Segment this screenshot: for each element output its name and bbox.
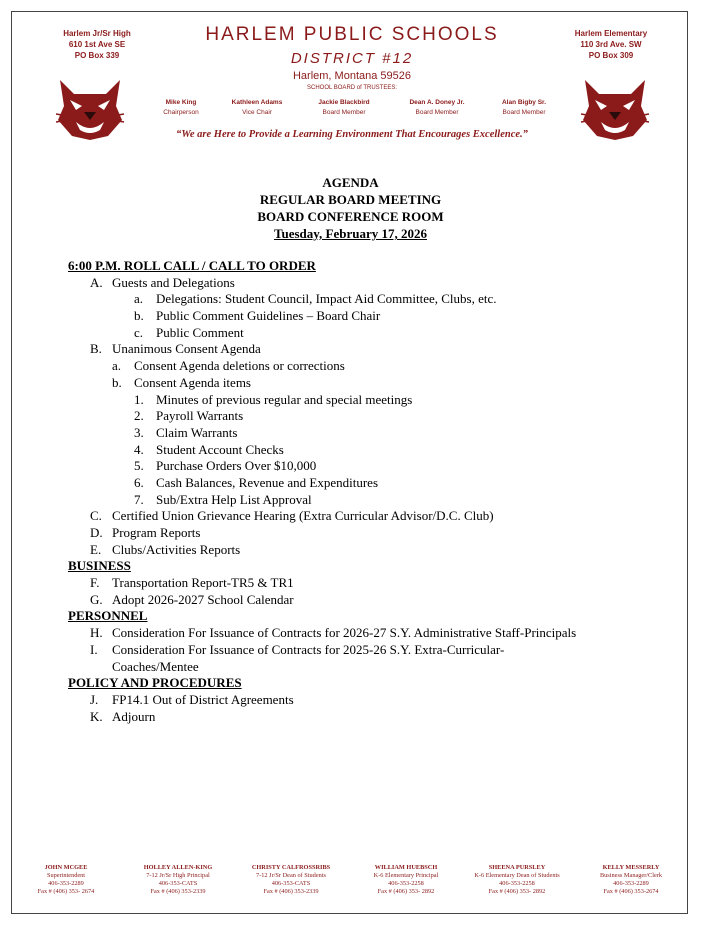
- staff-fax: Fax # (406) 353- 2892: [377, 888, 435, 895]
- staff-fax: Fax # (406) 353-2674: [603, 888, 659, 895]
- staff-title: K-6 Elementary Principal: [373, 872, 439, 879]
- agenda-item: [68, 592, 678, 609]
- item-text: Adjourn: [112, 708, 156, 724]
- district-city: Harlem, Montana 59526: [292, 70, 411, 82]
- right-school-address: [556, 28, 666, 61]
- staff-phone: 406-353-CATS: [271, 880, 311, 887]
- item-text: Transportation Report-TR5 & TR1: [112, 575, 294, 591]
- item-text: Adopt 2026-2027 School Calendar: [112, 591, 294, 607]
- item-text: Cash Balances, Revenue and Expenditures: [156, 474, 379, 490]
- item-text: Guests and Delegations: [112, 274, 235, 290]
- agenda-item: [68, 475, 678, 492]
- section-title: PERSONNEL: [68, 608, 148, 624]
- section-business: [68, 558, 678, 575]
- agenda-item: [68, 325, 678, 342]
- staff-contact: [457, 864, 577, 896]
- wildcat-logo-right: [579, 76, 651, 142]
- item-text: Public Comment Guidelines – Board Chair: [156, 308, 381, 324]
- item-text: Claim Warrants: [156, 424, 238, 440]
- trustee-role: Chairperson: [163, 109, 199, 116]
- agenda-item: [68, 425, 678, 442]
- item-marker: 3.: [134, 424, 144, 440]
- agenda-item: [68, 709, 678, 726]
- trustee: [479, 98, 569, 118]
- section-policy: [68, 675, 678, 692]
- section-title: BUSINESS: [68, 558, 131, 574]
- trustee: [299, 98, 389, 118]
- trustee: [212, 98, 302, 118]
- staff-contact: [571, 864, 691, 896]
- item-text: Delegations: Student Council, Impact Aid Committee, Clubs, etc.: [156, 291, 497, 307]
- district-title: HARLEM PUBLIC SCHOOLS: [205, 24, 499, 45]
- trustee-name: Dean A. Doney Jr.: [409, 99, 465, 106]
- right-school-street: 110 3rd Ave. SW: [580, 40, 642, 49]
- staff-phone: 406-353-2258: [388, 880, 424, 887]
- wildcat-logo-left: [54, 76, 126, 142]
- trustee-name: Alan Bigby Sr.: [501, 99, 547, 106]
- item-text: Certified Union Grievance Hearing (Extra Curricular Advisor/D.C. Club): [112, 508, 494, 524]
- trustee-role: Board Member: [322, 109, 366, 116]
- agenda-item: [68, 308, 678, 325]
- agenda-heading: [12, 174, 689, 242]
- staff-name: JOHN MCGEE: [44, 864, 88, 871]
- trustee-name: Mike King: [165, 99, 197, 106]
- right-school-pobox: PO Box 309: [588, 51, 634, 60]
- staff-contact: [231, 864, 351, 896]
- staff-phone: 406-353-2258: [499, 880, 535, 887]
- agenda-item: [68, 392, 678, 409]
- staff-name: KELLY MESSERLY: [602, 864, 660, 871]
- agenda-item: [68, 642, 678, 659]
- item-text: FP14.1 Out of District Agreements: [112, 691, 294, 707]
- staff-fax: Fax # (406) 353-2339: [150, 888, 206, 895]
- item-marker: 1.: [134, 391, 144, 407]
- item-marker: 4.: [134, 441, 144, 457]
- district-number: DISTRICT #12: [290, 50, 414, 67]
- roll-call-text: 6:00 P.M. ROLL CALL / CALL TO ORDER: [68, 258, 316, 273]
- agenda-item: [68, 442, 678, 459]
- staff-name: SHEENA PURSLEY: [488, 864, 546, 871]
- right-school-name: Harlem Elementary: [574, 29, 648, 38]
- item-marker: C.: [90, 508, 102, 524]
- agenda-item: [68, 458, 678, 475]
- item-text: Public Comment: [156, 324, 244, 340]
- agenda-item: [68, 375, 678, 392]
- item-text: Unanimous Consent Agenda: [112, 341, 261, 357]
- item-marker: E.: [90, 541, 102, 557]
- agenda-title: AGENDA: [322, 175, 379, 190]
- item-marker: B.: [90, 341, 102, 357]
- item-text: Consideration For Issuance of Contracts for 2025-26 S.Y. Extra-Curricular-: [112, 641, 505, 657]
- staff-title: K-6 Elementary Dean of Students: [474, 872, 560, 879]
- trustee-name: Jackie Blackbird: [318, 99, 370, 106]
- item-marker: 5.: [134, 458, 144, 474]
- staff-contact: [346, 864, 466, 896]
- item-marker: 6.: [134, 474, 144, 490]
- staff-fax: Fax # (406) 353-2339: [263, 888, 319, 895]
- item-marker: 2.: [134, 408, 144, 424]
- trustee-role: Board Member: [415, 109, 459, 116]
- trustee: [392, 98, 482, 118]
- document-page: [11, 11, 688, 914]
- item-text: Coaches/Mentee: [112, 658, 199, 674]
- trustee-role: Board Member: [502, 109, 546, 116]
- item-marker: G.: [90, 591, 103, 607]
- agenda-item: [68, 525, 678, 542]
- item-marker: b.: [134, 308, 144, 324]
- staff-name: WILLIAM HUEBSCH: [374, 864, 438, 871]
- item-marker: F.: [90, 575, 100, 591]
- staff-phone: 406-353-2289: [613, 880, 649, 887]
- trustee-role: Vice Chair: [242, 109, 272, 116]
- item-text: Purchase Orders Over $10,000: [156, 458, 317, 474]
- staff-name: HOLLEY ALLEN-KING: [143, 864, 213, 871]
- agenda-item: [68, 625, 678, 642]
- item-marker: A.: [90, 274, 103, 290]
- agenda-item: [68, 341, 678, 358]
- item-marker: H.: [90, 625, 103, 641]
- agenda-item: [68, 542, 678, 559]
- staff-fax: Fax # (406) 353- 2892: [488, 888, 546, 895]
- section-personnel: [68, 608, 678, 625]
- item-marker: K.: [90, 708, 103, 724]
- item-text: Sub/Extra Help List Approval: [156, 491, 312, 507]
- agenda-item: [68, 408, 678, 425]
- meeting-date: Tuesday, February 17, 2026: [273, 226, 427, 241]
- agenda-item: [68, 358, 678, 375]
- district-motto: “We are Here to Provide a Learning Environment That Encourages Excellence.”: [176, 129, 528, 140]
- staff-phone: 406-353-2289: [48, 880, 84, 887]
- item-text: Consent Agenda deletions or corrections: [134, 358, 345, 374]
- item-marker: a.: [112, 358, 122, 374]
- staff-title: Business Manager/Clerk: [599, 872, 663, 879]
- meeting-location: BOARD CONFERENCE ROOM: [257, 209, 444, 224]
- board-label: SCHOOL BOARD of TRUSTEES:: [306, 85, 398, 91]
- left-school-name: Harlem Jr/Sr High: [63, 29, 131, 38]
- roll-call-heading: [68, 258, 678, 275]
- item-text: Minutes of previous regular and special meetings: [156, 391, 413, 407]
- item-text: Consent Agenda items: [134, 374, 251, 390]
- agenda-item: [68, 692, 678, 709]
- agenda-item: [68, 492, 678, 509]
- staff-title: 7-12 Jr/Sr Dean of Students: [256, 872, 326, 879]
- item-text: Student Account Checks: [156, 441, 284, 457]
- agenda-item: [68, 508, 678, 525]
- staff-phone: 406-353-CATS: [158, 880, 198, 887]
- item-text: Consideration For Issuance of Contracts for 2026-27 S.Y. Administrative Staff-Principals: [112, 625, 577, 641]
- staff-name: CHRISTY CALFROSSRIBS: [251, 864, 331, 871]
- item-marker: D.: [90, 525, 103, 540]
- item-text: Program Reports: [112, 525, 201, 540]
- item-marker: J.: [90, 691, 99, 707]
- agenda-body: [68, 258, 678, 725]
- agenda-item-continuation: [68, 659, 678, 676]
- staff-contact: [118, 864, 238, 896]
- staff-contact: [6, 864, 126, 896]
- staff-fax: Fax # (406) 353- 2674: [37, 888, 95, 895]
- left-school-street: 610 1st Ave SE: [68, 40, 126, 49]
- item-marker: I.: [90, 641, 98, 657]
- meeting-type: REGULAR BOARD MEETING: [259, 192, 442, 207]
- agenda-item: [68, 291, 678, 308]
- item-text: Clubs/Activities Reports: [112, 541, 241, 557]
- trustee-name: Kathleen Adams: [231, 99, 283, 106]
- agenda-item: [68, 275, 678, 292]
- section-title: POLICY AND PROCEDURES: [68, 675, 242, 691]
- left-school-pobox: PO Box 339: [74, 51, 120, 60]
- agenda-item: [68, 575, 678, 592]
- item-marker: 7.: [134, 491, 144, 507]
- item-marker: b.: [112, 374, 122, 390]
- staff-title: Superintendent: [46, 872, 86, 879]
- staff-title: 7-12 Jr/Sr High Principal: [146, 872, 210, 879]
- item-marker: c.: [134, 324, 144, 340]
- item-marker: a.: [134, 291, 144, 307]
- item-text: Payroll Warrants: [156, 408, 244, 424]
